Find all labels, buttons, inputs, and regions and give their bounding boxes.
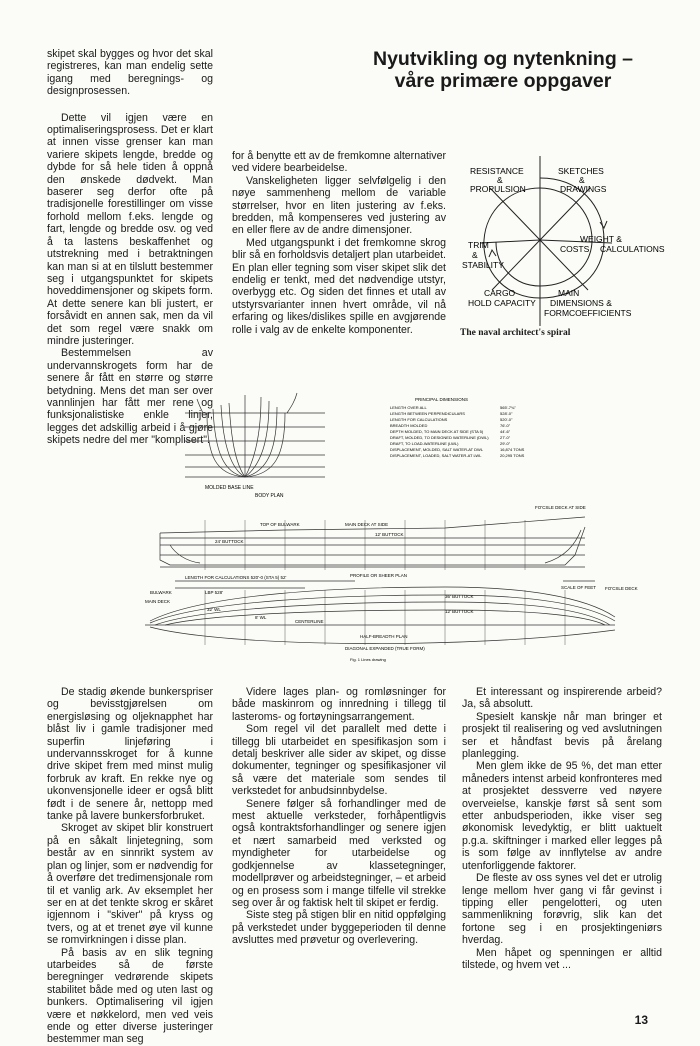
principal-dimension-value: 565'-7¾" (500, 405, 516, 410)
principal-dimension-value: 528'-0" (500, 411, 513, 416)
lines-drawing (145, 385, 690, 675)
label-sketches: SKETCHES (558, 166, 604, 176)
profile-plan-label: PROFILE OR SHEER PLAN (350, 573, 408, 578)
wl-32-label: 32' WL (207, 607, 221, 612)
label-dimensions: DIMENSIONS & (550, 298, 612, 308)
label-stability: STABILITY (462, 260, 504, 270)
column-bottom-middle (232, 686, 446, 947)
principal-dimension-label: DRAFT, TO LOAD-WATERLINE (LWL) (390, 441, 459, 446)
label-main: MAIN (558, 288, 580, 298)
column-top-middle (232, 150, 446, 336)
label-costs: COSTS (560, 244, 590, 254)
paragraph: Spesielt kanskje når man bringer et prosjekt til realisering og ved avslutningen ser et håndfast bevis på årelang planlegging. (462, 710, 662, 761)
principal-dimension-label: BREADTH MOLDED (390, 423, 428, 428)
paragraph: Skroget av skipet blir konstruert på en såkalt linjetegning, som består av en sinnrikt system av plan og linjer, som er nødvendig for å overføre det tredimensjonale rom til et vanlig ark. Av eksemplet her ser en at det tenkte skrog er skåret igjennom i "skiver" på kryss og tvers, og at et trenet øye vil kunne se romvirkningen i disse plan. (47, 822, 213, 947)
principal-dimension-value: 29'-0" (500, 441, 511, 446)
paragraph: Med utgangspunkt i det fremkomne skrog blir så en forholdsvis detaljert plan utarbeidet. En plan eller tegning som viser skipet slik det endelig er tenkt, med det nødvendige utstyr, overbygg etc. Og siden det finnes et utall av utstyrsvarianter innen hvert område, vil nå erfaring og likes/dislikes spille en avgjørende rolle i valg av de enkelte komponenter. (232, 236, 446, 336)
focsle-deck-label: FO'CSLE DECK (605, 586, 638, 591)
paragraph: Siste steg på stigen blir en nitid oppfølging på verkstedet under byggeperioden til denne avsluttes med prøvetur og overlevering. (232, 909, 446, 947)
column-bottom-left (47, 686, 213, 1046)
title-line-1: Nyutvikling og nytenkning – (372, 48, 634, 70)
principal-dimension-label: DRAFT, MOLDED, TO DESIGNED WATERLINE (DWL) (390, 435, 489, 440)
label-formcoefficients: FORMCOEFFICIENTS (544, 308, 632, 318)
principal-dimension-label: DISPLACEMENT, LOADED, SALT WATER-AT LWL (390, 453, 482, 458)
buttock-36-label: 36' BUTTOCK (445, 594, 474, 599)
label-amp: & (497, 175, 503, 185)
paragraph: Bestemmelsen av undervannskrogets form har de senere år fått en større og større betydning. Mens det man ser over vannlinjen har fått mer rene og funksjonalistiske enkle linjer, legges det adskillig arbeid i å gjøre skipets nedre del mer "komplisert". (47, 347, 213, 447)
paragraph: Men håpet og spenningen er alltid tilstede, og hvem vet ... (462, 946, 662, 971)
paragraph: Som regel vil det parallelt med dette i tillegg bli utarbeidet en spesifikasjon som i detalj beskriver alle sider av skipet, og disse dokumenter, tegninger og spesifikasjoner vil så være det materiale som sendes til verkstedet for anbudsinnbydelse. (232, 723, 446, 798)
paragraph: Videre lages plan- og romløsninger for både maskinrom og innredning i tillegg til lasteroms- og fortøyningsarrangement. (232, 686, 446, 723)
paragraph: for å benytte ett av de fremkomne alternativer ved videre bearbeidelse. (232, 150, 446, 175)
principal-dimension-label: DISPLACEMENT, MOLDED, SALT WATER-AT DWL (390, 447, 484, 452)
half-breadth-plan-label: HALF-BREADTH PLAN (360, 634, 408, 639)
design-spiral-diagram (462, 148, 692, 328)
paragraph: skipet skal bygges og hvor det skal registreres, kan man endelig sette igang med beregnings- og designprosessen. (47, 48, 213, 98)
paragraph: Vanskeligheten ligger selvfølgelig i den nøye sammenheng mellom de variable størrelser, hvor en liten justering av f.eks. bredden, må kompenseres ved justering av en eller flere av de andre dimensjoner. (232, 174, 446, 237)
buttock-12b-label: 12' BUTTOCK (445, 609, 474, 614)
molded-base-line: MOLDED BASE LINE (205, 485, 254, 491)
label-calculations: CALCULATIONS (600, 244, 665, 254)
paragraph: De stadig økende bunkerspriser og bevisstgjørelsen om energisløsing og oljeknapphet har blåst liv i gamle tradisjoner med superfin linjeføring i undervannsskroget for å kunne drive skipet frem med minst mulig forbruk av kraft. En rekke nye og ukonvensjonelle ideer er også blitt født i de senere år, nettopp med tanke på lavere bunkersforbruket. (47, 686, 213, 823)
paragraph: Men glem ikke de 95 %, det man etter måneders intenst arbeid konfronteres med at prosjektet dessverre ved nøyere overveielse, kanskje først så sent som etter anbudsperioden, ikke viser seg økonomisk levedyktig, er blitt uaktuelt p.g.a. skiftninger i marked eller legges på is som følge av innflytelse av andre utenforliggende faktorer. (462, 760, 662, 872)
principal-dimension-value: 20,295 TONS (500, 453, 525, 458)
paragraph: Senere følger så forhandlinger med de mest aktuelle verksteder, forhåpentligvis også kontraktsforhandlinger og senere igjen et nært samarbeid med verksted og myndigheter for utarbeidelse og godkjennelse av klassetegninger, modellprøver og arbeidstegninger, – et arbeid og en prosess som i mange tilfelle vil strekke seg over år og faktisk helt til skipet er ferdig. (232, 797, 446, 909)
paragraph: De fleste av oss synes vel det er utrolig lenge mellom hver gang vi får gevinst i tipping eller pengelotteri, og uten sammenlikning forøvrig, slik kan det fortone seg i en prosjektingeniørs hverdag. (462, 872, 662, 947)
body-plan (185, 393, 325, 477)
title-line-2: våre primære oppgaver (394, 70, 612, 92)
column-bottom-right (462, 686, 662, 971)
bulwark-label: BULWARK (150, 590, 172, 595)
paragraph: På basis av en slik tegning utarbeides så de første beregninger vedrørende skipets stabilitet både med og uten last og bunkers. Optimalisering vil igjen være et nøkkelord, men ved veis ende og etter diverse justeringer bestemmer man seg (47, 946, 213, 1046)
label-trim: TRIM (468, 240, 489, 250)
scale-of-feet-label: SCALE OF FEET (561, 585, 597, 590)
label-hold-capacity: HOLD CAPACITY (468, 298, 536, 308)
page-number: 13 (634, 1013, 648, 1027)
label-amp: & (472, 250, 478, 260)
principal-dimension-value: 27'-0" (500, 435, 511, 440)
principal-dimension-label: DEPTH MOLDED, TO MAIN DECK AT SIDE (STA 5) (390, 429, 484, 434)
paragraph: Dette vil igjen være en optimaliseringsprosess. Det er klart at innen visse grenser kan man variere skipets lengde, bredde og dybde for så hele tiden å oppnå den ønskede dødvekt. Man baserer seg derfor ofte på tradisjonelle forestillinger om visse forhold mellom f.eks. lengde og fart, lengde og bredde osv. og ved å ta lastens beskaffenhet og utstrekning med i betraktningen kan man si at en tilslutt bestemmer seg i utgangspunktet for skipets hoveddimensjoner og skipets form. At dette senere kan bli justert, er forsåvidt en annen sak, men da vil det som regel være snakk om mindre justeringer. (47, 111, 213, 347)
principal-dimension-value: 44'-6" (500, 429, 511, 434)
figure-caption: Fig. 1 Lines drawing (350, 657, 386, 662)
principal-dimension-label: LENGTH BETWEEN PERPENDICULARS (390, 411, 465, 416)
principal-dimension-label: LENGTH FOR CALCULATIONS (390, 417, 448, 422)
buttock-12-label: 12' BUTTOCK (375, 532, 404, 537)
label-propulsion: PROPULSION (470, 184, 526, 194)
label-resistance: RESISTANCE (470, 166, 524, 176)
principal-dimensions-title: PRINCIPAL DIMENSIONS (415, 397, 469, 402)
top-of-bulwark-label: TOP OF BULWARK (260, 522, 300, 527)
principal-dimension-value: 520'-0" (500, 417, 513, 422)
principal-dimensions-table (390, 405, 525, 458)
main-deck-at-side-label: MAIN DECK AT SIDE (345, 522, 389, 527)
length-for-calculations-label: LENGTH FOR CALCULATIONS 520'-0 (STA 5) 52' (185, 575, 287, 580)
article-title (338, 48, 668, 92)
centerline-label: CENTERLINE (295, 619, 324, 624)
body-plan-label: BODY PLAN (255, 493, 284, 499)
buttock-24-label: 24' BUTTOCK (215, 539, 244, 544)
lbp-label: LBP 528' (205, 590, 224, 595)
main-deck-label: MAIN DECK (145, 599, 171, 604)
diagonal-label: DIAGONAL EXPANDED (TRUE FORM) (345, 646, 425, 651)
label-drawings: DRAWINGS (560, 184, 607, 194)
principal-dimension-value: 16,874 TONS (500, 447, 525, 452)
focsle-deck-at-side-label: FO'CSLE DECK AT SIDE (535, 505, 586, 510)
principal-dimension-value: 76'-0" (500, 423, 511, 428)
spiral-caption: The naval architect's spiral (460, 328, 571, 338)
wl-8-label: 8' WL (255, 615, 267, 620)
label-amp: & (579, 175, 585, 185)
label-weight: WEIGHT & (580, 234, 622, 244)
paragraph: Et interessant og inspirerende arbeid? Ja, så absolutt. (462, 686, 662, 711)
label-cargo: CARGO (484, 288, 516, 298)
principal-dimension-label: LENGTH OVER ALL (390, 405, 427, 410)
